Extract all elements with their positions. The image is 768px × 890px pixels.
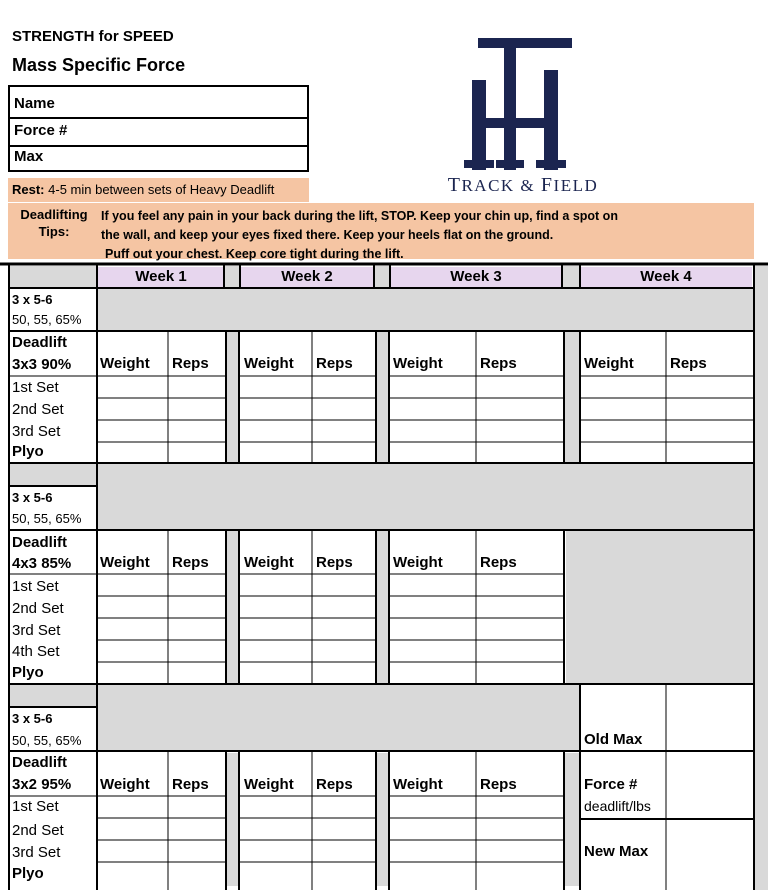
- rest-text: 4-5 min between sets of Heavy Deadlift: [48, 182, 275, 197]
- warmup-1-percent: 50, 55, 65%: [12, 312, 82, 327]
- force-number-label: Force #: [584, 776, 638, 793]
- b1-w3-reps-header: Reps: [480, 355, 517, 372]
- block-3-set-3: 3rd Set: [12, 844, 61, 861]
- tips-label-line1: Deadlifting: [20, 207, 88, 222]
- warmup-3-percent: 50, 55, 65%: [12, 733, 82, 748]
- lift-3-name: Deadlift: [12, 754, 68, 771]
- b3-w3-weight-header: Weight: [393, 776, 443, 793]
- week-4-header: Week 4: [640, 268, 692, 285]
- force-field[interactable]: [8, 119, 309, 147]
- tips-line1: If you feel any pain in your back during the lift, STOP. Keep your chin up, find a spot on: [101, 209, 618, 223]
- new-max-label: New Max: [584, 843, 649, 860]
- tips-line3: Puff out your chest. Keep core tight during the lift.: [105, 247, 404, 261]
- warmup-3-scheme: 3 x 5-6: [12, 711, 53, 726]
- worksheet-title: STRENGTH for SPEED: [12, 28, 174, 45]
- name-field[interactable]: [8, 85, 309, 119]
- lift-1-scheme: 3x3 90%: [12, 356, 72, 373]
- block-1-set-1: 1st Set: [12, 379, 59, 396]
- warmup-2-scheme: 3 x 5-6: [12, 490, 53, 505]
- b3-w2-weight-header: Weight: [244, 776, 294, 793]
- block-3-set-1: 1st Set: [12, 798, 59, 815]
- week-1-header: Week 1: [135, 268, 187, 285]
- b1-w1-reps-header: Reps: [172, 355, 209, 372]
- b2-w3-weight-header: Weight: [393, 554, 443, 571]
- b3-w1-weight-header: Weight: [100, 776, 150, 793]
- force-unit-label: deadlift/lbs: [584, 798, 651, 814]
- week-3-header: Week 3: [450, 268, 502, 285]
- block-1-set-2: 2nd Set: [12, 401, 64, 418]
- tips-label-line2: Tips:: [38, 224, 70, 239]
- week-2-header: Week 2: [281, 268, 333, 285]
- b2-w2-weight-header: Weight: [244, 554, 294, 571]
- block-2-set-2: 2nd Set: [12, 600, 64, 617]
- tips-line2: the wall, and keep your eyes fixed there. Keep your heels flat on the ground.: [101, 228, 554, 242]
- lift-3-scheme: 3x2 95%: [12, 776, 72, 793]
- b2-w1-reps-header: Reps: [172, 554, 209, 571]
- block-3-plyo: Plyo: [12, 865, 44, 882]
- b2-w3-reps-header: Reps: [480, 554, 517, 571]
- block-1-plyo: Plyo: [12, 443, 44, 460]
- logo-text: TRACK & FIELD: [447, 174, 599, 196]
- name-label: Name: [14, 95, 55, 112]
- force-label: Force #: [14, 122, 68, 139]
- max-label: Max: [14, 148, 44, 165]
- warmup-1-scheme: 3 x 5-6: [12, 292, 53, 307]
- b2-w1-weight-header: Weight: [100, 554, 150, 571]
- b2-w2-reps-header: Reps: [316, 554, 353, 571]
- block-1-set-3: 3rd Set: [12, 423, 61, 440]
- lift-2-scheme: 4x3 85%: [12, 555, 72, 572]
- block-2-plyo: Plyo: [12, 664, 44, 681]
- b1-w2-weight-header: Weight: [244, 355, 294, 372]
- b3-w3-reps-header: Reps: [480, 776, 517, 793]
- b1-w4-reps-header: Reps: [670, 355, 707, 372]
- b1-w2-reps-header: Reps: [316, 355, 353, 372]
- block-2-set-3: 3rd Set: [12, 622, 61, 639]
- lift-1-name: Deadlift: [12, 334, 68, 351]
- block-2-set-4: 4th Set: [12, 643, 60, 660]
- old-max-label: Old Max: [584, 731, 643, 748]
- b1-w3-weight-header: Weight: [393, 355, 443, 372]
- b3-w2-reps-header: Reps: [316, 776, 353, 793]
- worksheet-subtitle: Mass Specific Force: [12, 55, 186, 75]
- rest-label: Rest:: [12, 182, 45, 197]
- warmup-2-percent: 50, 55, 65%: [12, 511, 82, 526]
- max-field[interactable]: [8, 147, 309, 172]
- tips-text: [101, 207, 618, 264]
- rest-note: [12, 182, 274, 197]
- block-2-set-1: 1st Set: [12, 578, 59, 595]
- b1-w4-weight-header: Weight: [584, 355, 634, 372]
- b1-w1-weight-header: Weight: [100, 355, 150, 372]
- b3-w1-reps-header: Reps: [172, 776, 209, 793]
- lift-2-name: Deadlift: [12, 534, 68, 551]
- block-3-set-2: 2nd Set: [12, 822, 64, 839]
- tips-label: [12, 206, 96, 240]
